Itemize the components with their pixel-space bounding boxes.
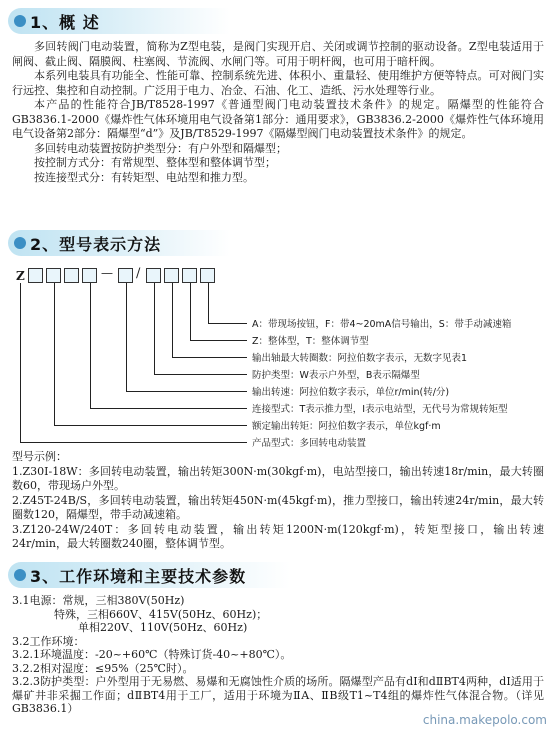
model-code-diagram bbox=[12, 266, 544, 456]
section-1-heading bbox=[8, 8, 230, 34]
overview-para-3: 本产品的性能符合JB/T8528-1997《普通型阀门电动装置技术条件》的规定。隔爆型的性能符合GB3836.1-2000《爆炸性气体环境用电气设备第1部分：通用要求》，GB3836.2-2000《爆炸性气体环境用电气设备第2部分：隔爆型“d”》及JB/T8529-1997《隔爆型阀门电动装置技术条件》的规定。 bbox=[12, 98, 544, 140]
power-line-2: 特殊，三相660V、415V(50Hz、60Hz)； bbox=[54, 607, 268, 621]
label-rated-torque: 额定输出转矩：阿拉伯数字表示，单位kgf·m bbox=[252, 421, 441, 432]
code-box-7 bbox=[164, 268, 179, 283]
power-line-3: 单相220V、110V(50Hz、60Hz) bbox=[78, 621, 248, 634]
env-temperature: 3.2.1环境温度：-20~+60℃（特殊订货-40~+80℃）。 bbox=[12, 648, 292, 661]
overview-para-4: 多回转电动装置按防护类型分：有户外型和隔爆型； bbox=[34, 141, 287, 155]
code-box-6 bbox=[146, 268, 161, 283]
code-box-3 bbox=[64, 268, 79, 283]
env-heading: 3.2工作环境： bbox=[12, 634, 85, 648]
example-3: 3.Z120-24W/240T：多回转电动装置，输出转矩1200N·m(120kgf·m)，转矩型接口，输出转速24r/min，最大转圈数240圈，整体调节型。 bbox=[12, 522, 544, 550]
code-box-4 bbox=[82, 268, 97, 283]
leader-line-8 bbox=[20, 283, 247, 443]
overview-para-5: 按控制方式分：有常规型、整体型和整体调节型； bbox=[34, 156, 276, 169]
model-dash: — bbox=[101, 266, 113, 280]
bullet-dot-icon bbox=[14, 15, 26, 27]
model-prefix: Z bbox=[16, 269, 25, 283]
code-box-8 bbox=[182, 268, 197, 283]
env-humidity: 3.2.2相对湿度：≤95%（25℃时）。 bbox=[12, 661, 194, 675]
example-title: 型号示例： bbox=[12, 450, 67, 463]
model-slash: / bbox=[136, 266, 141, 281]
bullet-dot-icon bbox=[14, 237, 26, 249]
example-2: 2.Z45T-24B/S，多回转电动装置，输出转矩450N·m(45kgf·m)，推力型接口，输出转速24r/min，最大转圈数120，隔爆型，带手动减速箱。 bbox=[12, 493, 544, 521]
label-output-speed: 输出转速：阿拉伯数字表示，单位r/min(转/分) bbox=[252, 387, 450, 398]
power-line-1: 3.1电源：常规，三相380V(50Hz) bbox=[12, 594, 185, 607]
overview-para-6: 按连接型式分：有转矩型、电站型和推力型。 bbox=[34, 170, 254, 184]
section-3-heading bbox=[8, 562, 290, 588]
label-option-code: A：带现场按钮，F：带4~20mA信号输出，S：带手动减速箱 bbox=[252, 319, 512, 330]
label-max-turns: 输出轴最大转圈数：阿拉伯数字表示，无数字见表1 bbox=[252, 353, 468, 364]
label-connection-type: 连接型式：T表示推力型，I表示电站型，无代号为常规转矩型 bbox=[252, 404, 508, 415]
code-box-9 bbox=[200, 268, 215, 283]
label-product-type: 产品型式：多回转电动装置 bbox=[252, 438, 367, 449]
section-2-title: 2、型号表示方法 bbox=[30, 234, 162, 254]
section-1-body bbox=[12, 40, 544, 185]
code-box-1 bbox=[28, 268, 43, 283]
section-3-title: 3、工作环境和主要技术参数 bbox=[30, 566, 247, 586]
code-box-5 bbox=[118, 268, 133, 283]
site-watermark: china.makepolo.com bbox=[422, 713, 547, 727]
overview-para-1: 多回转阀门电动装置，简称为Z型电装，是阀门实现开启、关闭或调节控制的驱动设备。Z型电装适用于闸阀、截止阀、隔膜阀、柱塞阀、节流阀、水闸门等。可用于明杆阀，也可用于暗杆阀。 bbox=[12, 40, 544, 68]
label-integral-type: Z：整体型，T：整体调节型 bbox=[252, 336, 369, 347]
label-protection-type: 防护类型：W表示户外型，B表示隔爆型 bbox=[252, 370, 420, 381]
example-1: 1.Z30I-18W：多回转电动装置，输出转矩300N·m(30kgf·m)，电站型接口，输出转速18r/min，最大转圈数60，带现场户外型。 bbox=[12, 464, 544, 492]
bullet-dot-icon bbox=[14, 569, 26, 581]
section-3-body bbox=[12, 594, 544, 716]
model-examples bbox=[12, 450, 544, 552]
overview-para-2: 本系列电装具有功能全、性能可靠、控制系统先进、体积小、重量轻、使用维护方便等特点。可对阀门实行远控、集控和自动控制。广泛用于电力、冶金、石油、化工、造纸、污水处理等行业。 bbox=[12, 69, 544, 97]
env-protection: 3.2.3防护类型：户外型用于无易燃、易爆和无腐蚀性介质的场所。隔爆型产品有dⅠ和dⅡBT4两种，dⅠ适用于爆矿井非采掘工作面；dⅡBT4用于工厂，适用于环境为ⅡA、ⅡB级T1~T4组的爆炸性气体混合物。（详见GB3836.1） bbox=[12, 675, 544, 715]
section-1-title: 1、概 述 bbox=[30, 12, 100, 32]
section-2-heading bbox=[8, 230, 230, 256]
code-box-2 bbox=[46, 268, 61, 283]
